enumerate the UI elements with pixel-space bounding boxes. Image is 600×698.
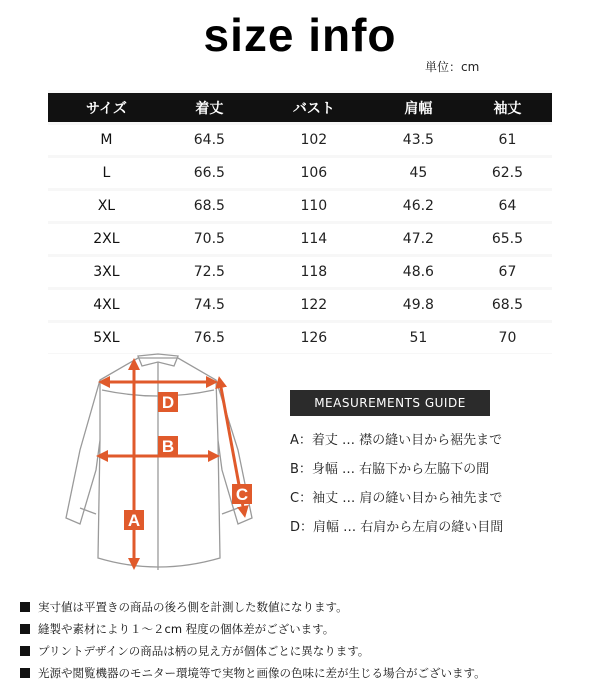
guide-item-d: D：肩幅 … 右肩から左肩の縫い目間 [290,520,504,535]
cell-length: 72.5 [165,257,254,287]
cell-bust: 102 [254,125,374,155]
table-row [48,290,552,320]
label-d: D [161,393,175,412]
table-row [48,224,552,254]
header-sleeve: 袖丈 [463,93,552,122]
table-row [48,191,552,221]
cell-size: 5XL [48,323,165,353]
note-item [20,662,486,684]
cell-length: 66.5 [165,158,254,188]
cell-bust: 126 [254,323,374,353]
cell-shoulder: 47.2 [374,224,463,254]
header-bust: バスト [254,93,374,122]
table-row [48,158,552,188]
notes-list [20,596,486,684]
cell-size: L [48,158,165,188]
table-row [48,125,552,155]
size-table-header-row [48,93,552,122]
guide-item-b: B：身幅 … 右脇下から左脇下の間 [290,462,490,477]
note-item [20,640,486,662]
unit-label: 単位：cm [425,60,480,74]
cell-shoulder: 49.8 [374,290,463,320]
note-text: 実寸値は平置きの商品の後ろ側を計測した数値になります。 [38,600,348,614]
cell-size: M [48,125,165,155]
cell-bust: 114 [254,224,374,254]
cell-sleeve: 64 [463,191,552,221]
cell-sleeve: 65.5 [463,224,552,254]
label-c: C [235,485,249,504]
cell-length: 70.5 [165,224,254,254]
guide-item-c: C：袖丈 … 肩の縫い目から袖先まで [290,491,503,506]
cell-bust: 110 [254,191,374,221]
note-item [20,618,486,640]
table-row [48,257,552,287]
guide-item-a: A：着丈 … 襟の縫い目から裾先まで [290,433,503,448]
measurements-guide-list [290,426,503,542]
cell-sleeve: 61 [463,125,552,155]
cell-sleeve: 67 [463,257,552,287]
cell-shoulder: 45 [374,158,463,188]
cell-sleeve: 70 [463,323,552,353]
square-bullet-icon [20,624,30,634]
note-text: プリントデザインの商品は柄の見え方が個体ごとに異なります。 [38,644,370,658]
cell-size: 3XL [48,257,165,287]
cell-bust: 106 [254,158,374,188]
cell-length: 76.5 [165,323,254,353]
cell-size: 2XL [48,224,165,254]
cell-length: 74.5 [165,290,254,320]
label-a: A [127,511,141,530]
square-bullet-icon [20,602,30,612]
cell-shoulder: 48.6 [374,257,463,287]
cell-sleeve: 62.5 [463,158,552,188]
cell-sleeve: 68.5 [463,290,552,320]
shirt-outline [66,354,252,570]
page-title: size info [203,9,397,61]
cell-bust: 118 [254,257,374,287]
header-length: 着丈 [165,93,254,122]
cell-shoulder: 46.2 [374,191,463,221]
cell-shoulder: 51 [374,323,463,353]
square-bullet-icon [20,668,30,678]
note-text: 光源や閲覧機器のモニター環境等で実物と画像の色味に差が生じる場合がございます。 [38,666,486,680]
cell-size: XL [48,191,165,221]
size-table-container [48,90,552,354]
cell-length: 64.5 [165,125,254,155]
table-row [48,323,552,353]
square-bullet-icon [20,646,30,656]
cell-size: 4XL [48,290,165,320]
header-size: サイズ [48,93,165,122]
label-b: B [161,437,175,456]
shirt-diagram [40,350,280,590]
cell-length: 68.5 [165,191,254,221]
measurements-guide-header: MEASUREMENTS GUIDE [290,390,490,416]
cell-bust: 122 [254,290,374,320]
note-text: 縫製や素材により１～２cm 程度の個体差がございます。 [38,622,335,636]
cell-shoulder: 43.5 [374,125,463,155]
header-shoulder: 肩幅 [374,93,463,122]
size-table [48,90,552,356]
note-item [20,596,486,618]
